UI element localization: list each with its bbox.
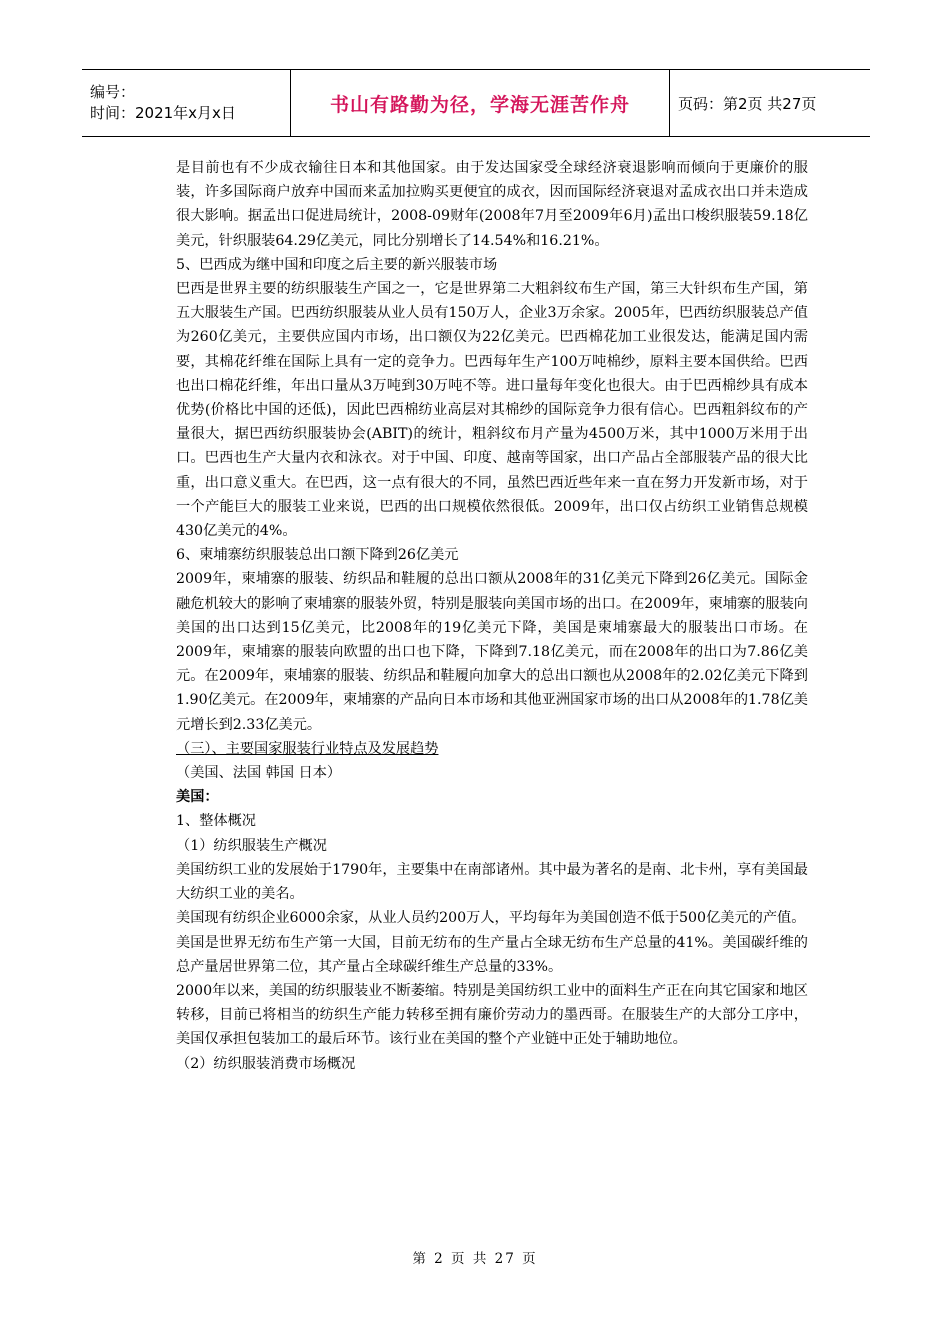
header-page-cell	[670, 70, 871, 137]
section-heading-cambodia: 6、柬埔寨纺织服装总出口额下降到26亿美元	[176, 547, 459, 564]
body-paragraph: 巴西是世界主要的纺织服装生产国之一，它是世界第二大粗斜纹布生产国，第三大针织布生产国，第五大服装生产国。巴西纺织服装从业人员有150万人，企业3万余家。2005年，巴西纺织服装总产值为260亿美元，主要供应国内市场，出口额仅为22亿美元。巴西棉花加工业很发达，能满足国内需要，其棉花纤维在国际上具有一定的竞争力。巴西每年生产100万吨棉纱，原料主要本国供给。巴西也出口棉花纤维，年出口量从3万吨到30万吨不等。进口量每年变化也很大。由于巴西棉纱具有成本优势(价格比中国的还低)，因此巴西棉纺业高层对其棉纱的国际竞争力很有信心。巴西粗斜纹布的产量很大，据巴西纺织服装协会(ABIT)的统计，粗斜纹布月产量为4500万米，其中1000万米用于出口。巴西也生产大量内衣和泳衣。对于中国、印度、越南等国家，出口产品占全部服装产品的很大比重，出口意义重大。在巴西，这一点有很大的不同，虽然巴西近些年来一直在努力开发新市场，对于一个产能巨大的服装工业来说，巴西的出口规模依然很低。2009年，出口仅占纺织工业销售总规模430亿美元的4%。	[176, 281, 808, 540]
body-paragraph: 2009年，柬埔寨的服装、纺织品和鞋履的总出口额从2008年的31亿美元下降到26亿美元。国际金融危机较大的影响了柬埔寨的服装外贸，特别是服装向美国市场的出口。在2009年，柬埔寨的服装向美国的出口达到15亿美元，比2008年的19亿美元下降，美国是柬埔寨最大的服装出口市场。在 2009年，柬埔寨的服装向欧盟的出口也下降，下降到7.18亿美元，而在2008年的出口为7.86亿美元。在2009年，柬埔寨的服装、纺织品和鞋履向加拿大的总出口额也从2008年的2.02亿美元下降到1.90亿美元。在2009年，柬埔寨的产品向日本市场和其他亚洲国家市场的出口从2008年的1.78亿美元增长到2.33亿美元。	[176, 571, 808, 733]
body-paragraph: 美国现有纺织企业6000余家，从业人员约200万人，平均每年为美国创造不低于500亿美元的产值。	[176, 910, 806, 927]
page-footer: 第 2 页 共 27 页	[412, 1251, 538, 1267]
header-motto: 书山有路勤为径，学海无涯苦作舟	[329, 93, 630, 116]
body-paragraph: 美国纺织工业的发展始于1790年，主要集中在南部诸州。其中最为著名的是南、北卡州，享有美国最大纺织工业的美名。	[176, 861, 808, 903]
document-number-label: 编号：	[90, 83, 136, 101]
header-page-info: 页码：第2页 共27页	[678, 94, 817, 113]
section-heading-main-countries: （三）、主要国家服装行业特点及发展趋势	[176, 740, 439, 757]
body-paragraph: 美国是世界无纺布生产第一大国，目前无纺布的生产量占全球无纺布生产总量的41%。美国碳纤维的总产量居世界第二位，其产量占全球碳纤维生产总量的33%。	[176, 934, 808, 975]
header-info-cell	[82, 70, 291, 137]
body-paragraph: 是目前也有不少成衣输往日本和其他国家。由于发达国家受全球经济衰退影响而倾向于更廉价的服装，许多国际商户放弃中国而来孟加拉购买更便宜的成衣，因而国际经济衰退对孟成衣出口并未造成很大影响。据孟出口促进局统计，2008-09财年(2008年7月至2009年6月)孟出口梭织服装59.18亿美元，针织服装64.29亿美元，同比分别增长了14.54%和16.21%。	[176, 160, 808, 249]
section-heading-brazil: 5、巴西成为继中国和印度之后主要的新兴服装市场	[176, 256, 498, 273]
header-motto-cell	[291, 70, 670, 137]
document-body	[176, 156, 808, 1076]
subheading-usa: 美国：	[176, 789, 219, 806]
country-list: （美国、法国 韩国 日本）	[176, 765, 342, 782]
body-paragraph: 2000年以来，美国的纺织服装业不断萎缩。特别是美国纺织工业中的面料生产正在向其它国家和地区转移，目前已将相当的纺织生产能力转移至拥有廉价劳动力的墨西哥。在服装生产的大部分工序中，美国仅承担包装加工的最后环节。该行业在美国的整个产业链中正处于辅助地位。	[176, 982, 808, 1048]
subheading-consumption: （2）纺织服装消费市场概况	[176, 1055, 356, 1072]
subheading-overview: 1、整体概况	[176, 813, 256, 830]
subheading-production: （1）纺织服装生产概况	[176, 837, 327, 854]
page-header	[82, 69, 870, 137]
document-time-label: 时间：2021年x月x日	[90, 104, 236, 122]
